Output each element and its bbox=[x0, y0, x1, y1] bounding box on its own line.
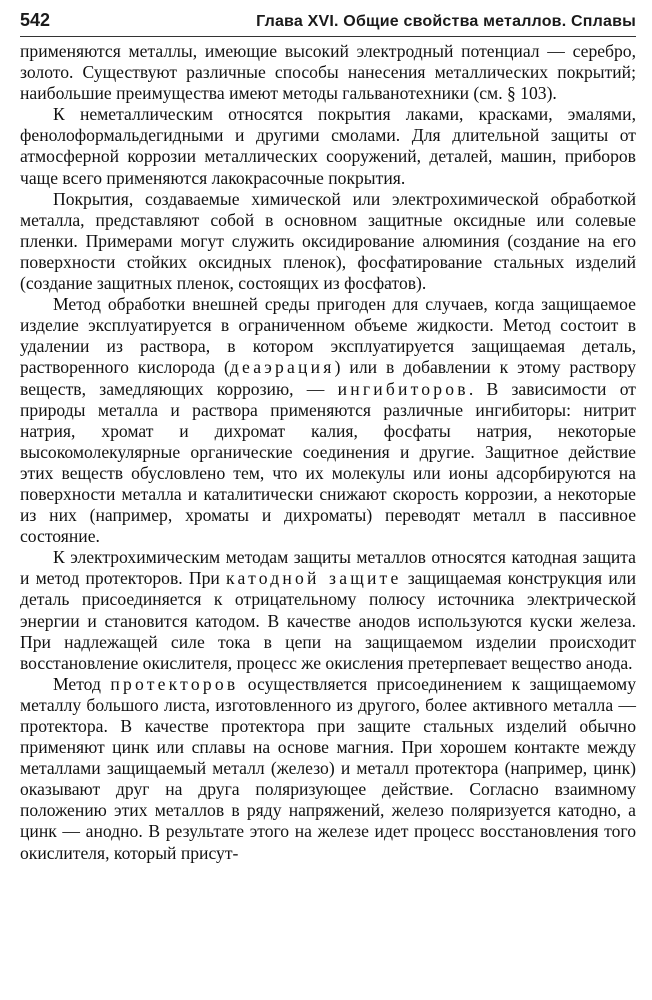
paragraph bbox=[20, 547, 636, 674]
paragraph bbox=[20, 104, 636, 188]
text-run: защищаемая конструкция или деталь присоединяется к отрицательному полюсу источника электрической энергии и становится катодом. В качестве анодов используются куски железа. При надлежащей силе тока в цепи на защищаемом изделии происходит восстановление окислителя, процесс же окисления претерпевает вещество анода. bbox=[20, 568, 636, 673]
emphasized-term: ингибиторов bbox=[337, 378, 469, 399]
text-run: Покрытия, создаваемые химической или электрохимической обработкой металла, представляют собой в основном защитные оксидные или солевые пленки. Примерами могут служить оксидирование алюминия (создание на его поверхности стойких оксидных пленок), фосфатирование стальных изделий (создание защитных пленок, состоящих из фосфатов). bbox=[20, 188, 636, 294]
text-run: . В зависимости от природы металла и раствора применяются различные ингибиторы: нитрит натрия, хромат и дихромат калия, фосфаты натрия, некоторые высокомолекулярные органические соединения и другие. Защитное действие этих веществ обусловлено тем, что их молекулы или ионы адсорбируются на поверхности металла и каталитически снижают скорость коррозии, а некоторые из них (например, хроматы и дихроматы) переводят металл в пассивное состояние. bbox=[20, 378, 636, 547]
emphasized-term: протекторов bbox=[110, 673, 239, 694]
paragraph bbox=[20, 189, 636, 294]
running-header bbox=[20, 10, 636, 37]
text-run: Метод bbox=[53, 673, 111, 694]
text-run: ) или в добавлении к этому раствору веществ, замедляющих коррозию, — bbox=[20, 357, 637, 399]
paragraph bbox=[20, 674, 636, 864]
text-run: К неметаллическим относятся покрытия лаками, красками, эмалями, фенолоформальдегидными и другими смолами. Для длительной защиты от атмосферной коррозии металлических сооружений, деталей, машин, приборов чаще всего применяются лакокрасочные покрытия. bbox=[20, 104, 636, 188]
text-run: К электрохимическим методам защиты металлов относятся катодная защита и метод протекторов. При bbox=[20, 547, 636, 589]
text-run: Метод обработки внешней среды пригоден для случаев, когда защищаемое изделие эксплуатируется в ограниченном объеме жидкости. Метод состоит в удалении из раствора, в котором эксплуатируется защищаемая деталь, растворенного кислорода ( bbox=[20, 294, 636, 378]
emphasized-term: деаэрация bbox=[229, 357, 335, 378]
emphasized-term: катодной защите bbox=[226, 568, 402, 589]
chapter-title: Глава XVI. Общие свойства металлов. Сплавы bbox=[256, 13, 636, 30]
text-run: применяются металлы, имеющие высокий электродный потенциал — серебро, золото. Существуют различные способы нанесения металлических покрытий; наибольшие преимущества имеют методы гальванотехники (см. § 103). bbox=[20, 41, 636, 104]
body-text bbox=[20, 41, 636, 864]
text-run: осуществляется присоединением к защищаемому металлу большого листа, изготовленного из другого, более активного металла — протектора. В качестве протектора при защите стальных изделий обычно применяют цинк или сплавы на основе магния. При хорошем контакте между металлами защищаемый металл (железо) и металл протектора (например, цинк) оказывают друг на друга поляризующее действие. Согласно взаимному положению этих металлов в ряду напряжений, железо поляризуется катодно, а цинк — анодно. В результате этого на железе идет процесс восстановления того окислителя, который присут- bbox=[20, 673, 636, 863]
page-number: 542 bbox=[20, 10, 51, 30]
paragraph bbox=[20, 294, 636, 547]
paragraph bbox=[20, 41, 636, 104]
